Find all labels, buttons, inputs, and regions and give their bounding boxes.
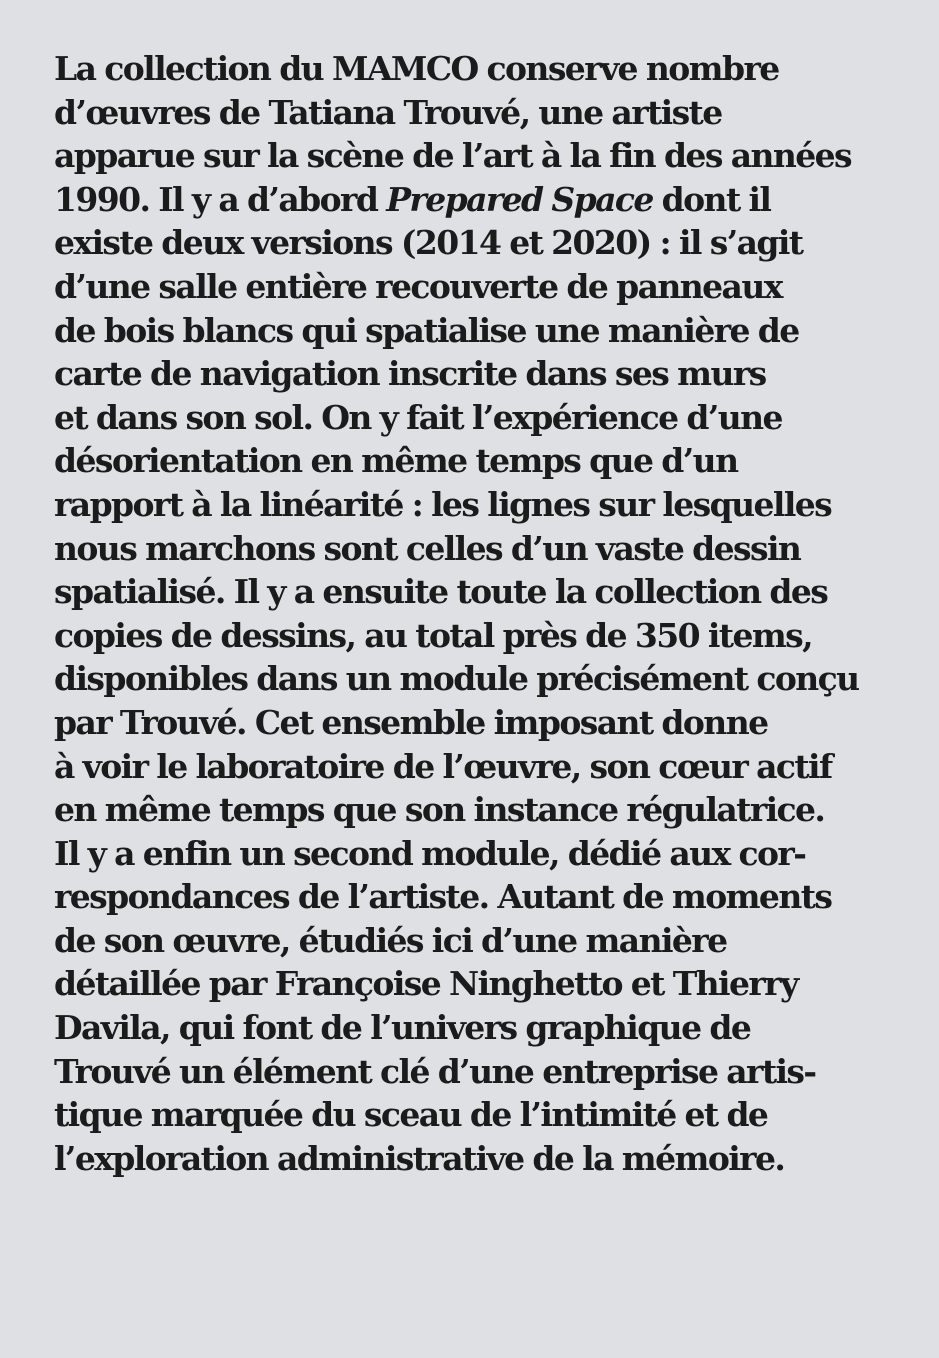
text-line: spatialisé. Il y a ensuite toute la collection des xyxy=(54,572,828,612)
text-line: respondances de l’artiste. Autant de moments xyxy=(54,877,832,917)
text-line: tique marquée du sceau de l’intimité et de xyxy=(54,1095,768,1135)
text-line: existe deux versions (2014 et 2020) : il s’agit xyxy=(54,223,803,263)
text-line: nous marchons sont celles d’un vaste dessin xyxy=(54,528,801,568)
text-line: copies de dessins, au total près de 350 items, xyxy=(54,615,813,655)
text-line: de bois blancs qui spatialise une manière de xyxy=(54,310,799,350)
text-line: La collection du MAMCO conserve nombre xyxy=(54,49,779,88)
text-line: à voir le laboratoire de l’œuvre, son cœur actif xyxy=(54,746,832,786)
text-line: et dans son sol. On y fait l’expérience d’une xyxy=(54,397,782,437)
text-line: Davila, qui font de l’univers graphique de xyxy=(54,1008,751,1048)
text-line: l’exploration administrative de la mémoire. xyxy=(54,1138,785,1178)
text-line: d’œuvres de Tatiana Trouvé, une artiste xyxy=(54,92,722,132)
text-line: Il y a enfin un second module, dédié aux cor- xyxy=(54,833,806,873)
text-line: par Trouvé. Cet ensemble imposant donne xyxy=(54,702,768,742)
text-line: disponibles dans un module précisément conçu xyxy=(54,659,859,699)
text-line: carte de navigation inscrite dans ses murs xyxy=(54,354,766,394)
text-line-end: dont il xyxy=(652,179,771,219)
text-line: rapport à la linéarité : les lignes sur lesquelles xyxy=(54,484,832,524)
text-line: en même temps que son instance régulatrice. xyxy=(54,790,825,830)
text-line: de son œuvre, étudiés ici d’une manière xyxy=(54,920,727,960)
text-line: détaillée par Françoise Ninghetto et Thierry xyxy=(54,964,798,1004)
text-line: désorientation en même temps que d’un xyxy=(54,441,738,481)
body-paragraph xyxy=(54,47,914,1180)
text-line: apparue sur la scène de l’art à la fin des années xyxy=(54,136,852,176)
text-line-start: 1990. Il y a d’abord xyxy=(54,179,387,219)
artwork-title: Prepared Space xyxy=(386,179,653,219)
text-line xyxy=(54,178,914,222)
text-line: d’une salle entière recouverte de panneaux xyxy=(54,266,782,306)
text-line: Trouvé un élément clé d’une entreprise artis- xyxy=(54,1051,816,1091)
